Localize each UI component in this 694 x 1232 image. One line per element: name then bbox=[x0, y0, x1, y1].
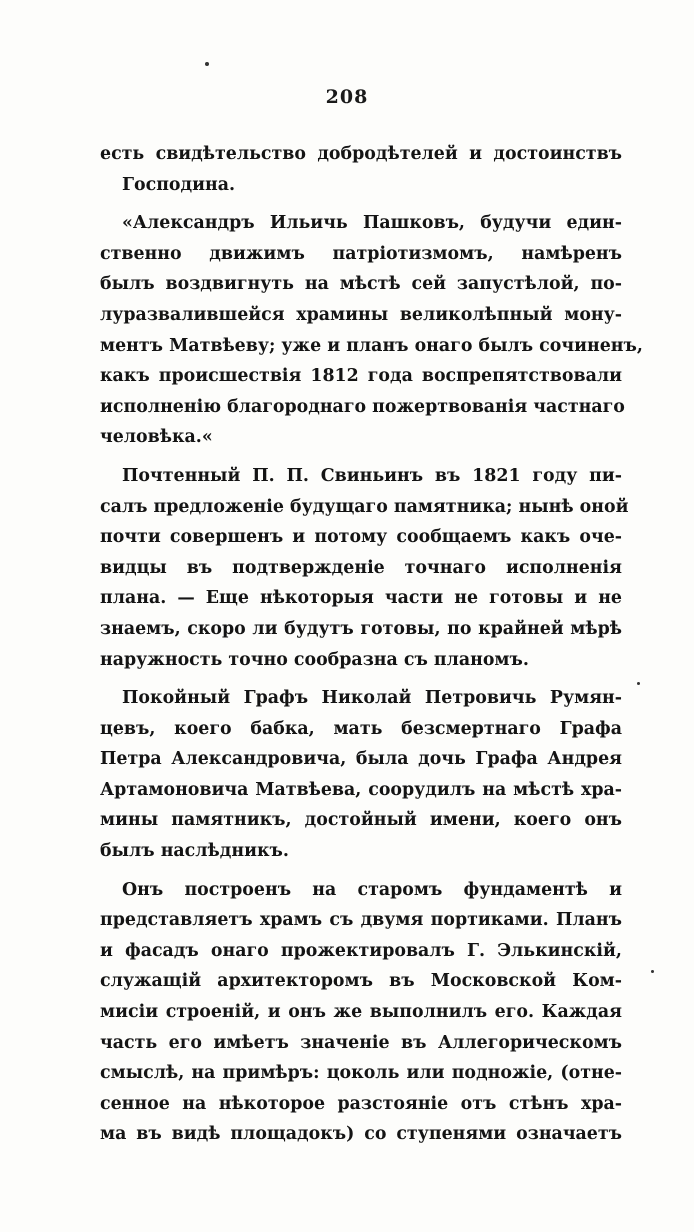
text-line: салъ предложеніе будущаго памятника; нынѣ оной bbox=[100, 496, 629, 517]
text-line: былъ воздвигнуть на мѣстѣ сей запустѣлой, по- bbox=[100, 274, 622, 295]
text-line: Петра Александровича, была дочь Графа Андрея bbox=[100, 749, 622, 770]
text-line: есть свидѣтельство добродѣтелей и достоинствъ bbox=[100, 144, 622, 164]
text-line: плана. — Еще нѣкоторыя части не готовы и не bbox=[100, 588, 622, 609]
text-line: луразвалившейся храмины великолѣпный мону- bbox=[100, 304, 622, 325]
text-line: видцы въ подтвержденіе точнаго исполненія bbox=[100, 557, 622, 578]
ink-speck bbox=[637, 682, 640, 685]
text-line: знаемъ, скоро ли будутъ готовы, по крайней мѣрѣ bbox=[100, 618, 622, 639]
text-line: Покойный Графъ Николай Петровичь Румян- bbox=[122, 688, 622, 709]
page-number: 208 bbox=[325, 86, 369, 108]
text-line: Почтенный П. П. Свиньинъ въ 1821 году пи- bbox=[122, 465, 622, 486]
text-line: мины памятникъ, достойный имени, коего онъ bbox=[100, 810, 622, 831]
ink-speck bbox=[205, 62, 209, 66]
ink-speck bbox=[651, 970, 654, 973]
text-line: сенное на нѣкоторое разстояніе отъ стѣнъ хра- bbox=[100, 1093, 622, 1114]
text-line: человѣка.« bbox=[100, 427, 213, 448]
paragraph bbox=[100, 683, 622, 867]
text-line: исполненію благороднаго пожертвованія частнаго bbox=[100, 396, 625, 417]
text-line: наружность точно сообразна съ планомъ. bbox=[100, 649, 529, 670]
text-line: представляетъ храмъ съ двумя портиками. Планъ bbox=[100, 910, 622, 931]
text-line: какъ происшествія 1812 года воспрепятствовали bbox=[100, 366, 622, 387]
text-line: ма въ видѣ площадокъ) со ступенями означаетъ bbox=[100, 1124, 622, 1145]
text-line: Онъ построенъ на старомъ фундаментѣ и bbox=[122, 879, 622, 900]
text-line: часть его имѣетъ значеніе въ Аллегорическомъ bbox=[100, 1032, 622, 1053]
text-line: мисіи строеній, и онъ же выполнилъ его. Каждая bbox=[100, 1002, 622, 1023]
text-line: Господина. bbox=[122, 174, 236, 195]
text-line: служащій архитекторомъ въ Московской Ком- bbox=[100, 971, 622, 992]
paragraph bbox=[100, 461, 629, 675]
text-line: и фасадъ онаго прожектировалъ Г. Элькинскій, bbox=[100, 940, 622, 961]
paragraph bbox=[100, 875, 622, 1150]
text-line: «Александръ Ильичь Пашковъ, будучи един- bbox=[122, 213, 622, 234]
text-line: почти совершенъ и потому сообщаемъ какъ оче- bbox=[100, 527, 622, 548]
text-line: ментъ Матвѣеву; уже и планъ онаго былъ сочиненъ, bbox=[100, 335, 643, 356]
body-text bbox=[100, 139, 643, 1158]
text-line: ственно движимъ патріотизмомъ, намѣренъ bbox=[100, 243, 622, 264]
text-line: цевъ, коего бабка, мать безсмертнаго Графа bbox=[100, 718, 622, 739]
text-line: былъ наслѣдникъ. bbox=[100, 841, 289, 862]
text-line: смыслѣ, на примѣръ: цоколь или подножіе, (отне- bbox=[100, 1063, 622, 1084]
paragraph bbox=[100, 208, 643, 453]
paragraph bbox=[100, 139, 622, 200]
text-line: Артамоновича Матвѣева, соорудилъ на мѣстѣ хра- bbox=[100, 779, 622, 800]
